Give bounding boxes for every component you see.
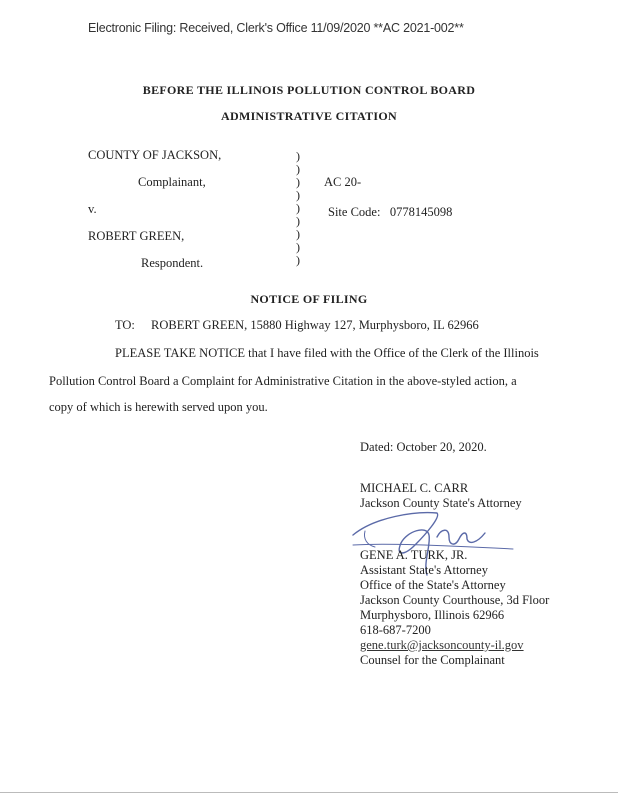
respondent-role: Respondent. — [141, 256, 204, 270]
paren: ) — [296, 201, 300, 215]
paren: ) — [296, 240, 300, 254]
body-line-3: copy of which is herewith served upon you. — [49, 400, 268, 414]
signer-city: Murphysboro, Illinois 62966 — [360, 608, 505, 622]
paren: ) — [296, 149, 300, 163]
signer-name: GENE A. TURK, JR. — [360, 548, 468, 562]
signer-role: Counsel for the Complainant — [360, 653, 505, 667]
paren: ) — [296, 253, 300, 267]
paren: ) — [296, 188, 300, 202]
signer-building: Jackson County Courthouse, 3d Floor — [360, 593, 550, 607]
site-code-label: Site Code: — [328, 205, 381, 219]
paren: ) — [296, 162, 300, 176]
to-label: TO: — [115, 318, 135, 332]
respondent-party: ROBERT GREEN, — [88, 229, 185, 243]
attorney-name: MICHAEL C. CARR — [360, 481, 469, 495]
site-code-value: 0778145098 — [389, 205, 453, 219]
complainant-role: Complainant, — [138, 175, 206, 189]
body-line-1: PLEASE TAKE NOTICE that I have filed with the Office of the Clerk of the Illinois — [115, 346, 539, 360]
versus-label: v. — [88, 202, 97, 216]
paren: ) — [296, 175, 300, 189]
case-number: AC 20- — [324, 175, 362, 189]
notice-heading: NOTICE OF FILING — [250, 292, 368, 306]
attorney-title: Jackson County State's Attorney — [360, 496, 522, 510]
site-code — [328, 205, 452, 220]
paren: ) — [296, 214, 300, 228]
signer-phone: 618-687-7200 — [360, 623, 431, 637]
signer-email-link[interactable]: gene.turk@jacksoncounty-il.gov — [360, 638, 524, 652]
signer-title: Assistant State's Attorney — [360, 563, 488, 577]
complainant-party: COUNTY OF JACKSON, — [88, 148, 222, 162]
board-title: BEFORE THE ILLINOIS POLLUTION CONTROL BOARD — [142, 83, 476, 97]
body-line-2: Pollution Control Board a Complaint for Administrative Citation in the above-styled action, a — [49, 374, 517, 388]
to-address: ROBERT GREEN, 15880 Highway 127, Murphysboro, IL 62966 — [151, 318, 479, 332]
paren: ) — [296, 227, 300, 241]
signer-office: Office of the State's Attorney — [360, 578, 506, 592]
page-divider — [0, 792, 618, 793]
document-title: ADMINISTRATIVE CITATION — [221, 109, 397, 123]
filing-stamp: Electronic Filing: Received, Clerk's Office 11/09/2020 **AC 2021-002** — [88, 21, 464, 35]
dated-line: Dated: October 20, 2020. — [360, 440, 487, 454]
